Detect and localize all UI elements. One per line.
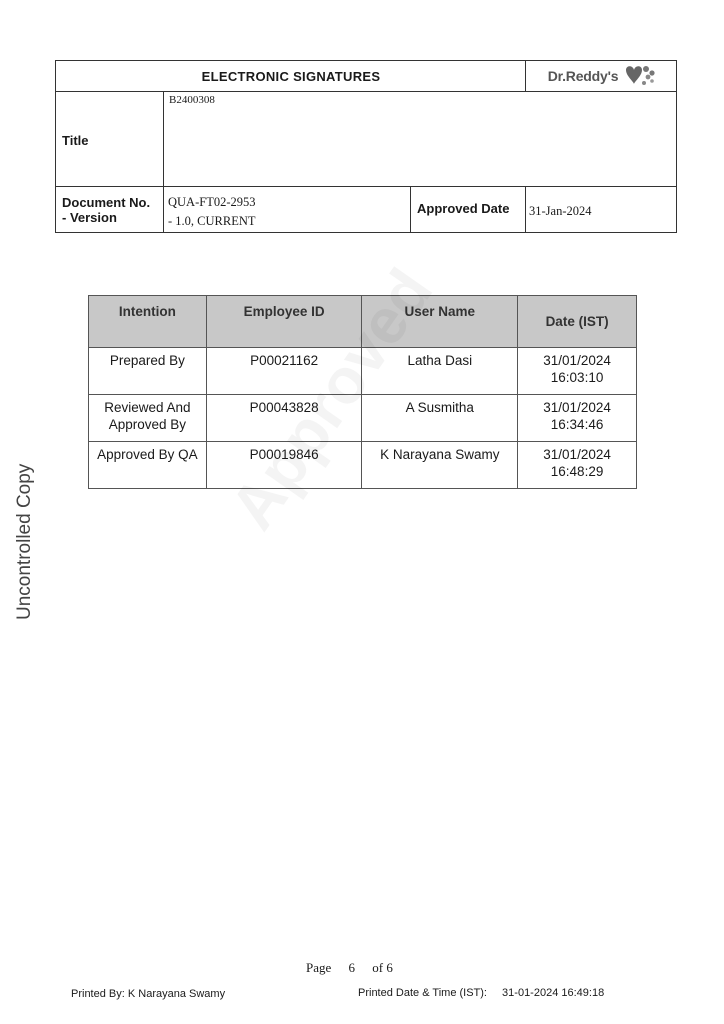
- table-row: [89, 442, 637, 489]
- column-header-intention: Intention: [89, 296, 207, 348]
- date-cell: 31/01/2024 16:03:10: [518, 348, 637, 395]
- page-indicator: [306, 960, 407, 976]
- printed-by: Printed By: K Narayana Swamy: [71, 988, 226, 1000]
- column-header-date: Date (IST): [518, 296, 637, 348]
- user-name-cell: A Susmitha: [362, 395, 518, 442]
- logo-text: Dr.Reddy's: [547, 68, 619, 84]
- title-label: Title: [62, 133, 89, 148]
- logo-heart-icon: [622, 64, 656, 88]
- printed-date-time: Printed Date & Time (IST): 31-01-2024 16:49:18: [358, 987, 605, 999]
- date-cell: 31/01/2024 16:48:29: [518, 442, 637, 489]
- date-cell: 31/01/2024 16:34:46: [518, 395, 637, 442]
- intention-cell: Approved By QA: [89, 442, 207, 489]
- user-name-cell: K Narayana Swamy: [362, 442, 518, 489]
- employee-id-cell: P00021162: [206, 348, 362, 395]
- intention-cell: Reviewed And Approved By: [89, 395, 207, 442]
- document-header-table: [55, 60, 677, 233]
- page-number: 6: [348, 960, 356, 975]
- page-label: Page: [306, 960, 332, 975]
- employee-id-cell: P00043828: [206, 395, 362, 442]
- intention-cell: Prepared By: [89, 348, 207, 395]
- title-value: B2400308: [169, 94, 215, 106]
- approved-date-value: 31-Jan-2024: [529, 204, 592, 218]
- company-logo: [526, 61, 678, 91]
- doc-no-label: Document No. - Version: [62, 195, 151, 225]
- header-title: ELECTRONIC SIGNATURES: [201, 68, 381, 84]
- approved-date-label: Approved Date: [417, 201, 510, 216]
- uncontrolled-copy-stamp: Uncontrolled Copy: [14, 463, 35, 620]
- doc-no-value: QUA-FT02-2953 - 1.0, CURRENT: [168, 195, 256, 228]
- column-header-user-name: User Name: [362, 296, 518, 348]
- page-total: of 6: [372, 960, 393, 975]
- column-header-employee-id: Employee ID: [206, 296, 362, 348]
- user-name-cell: Latha Dasi: [362, 348, 518, 395]
- employee-id-cell: P00019846: [206, 442, 362, 489]
